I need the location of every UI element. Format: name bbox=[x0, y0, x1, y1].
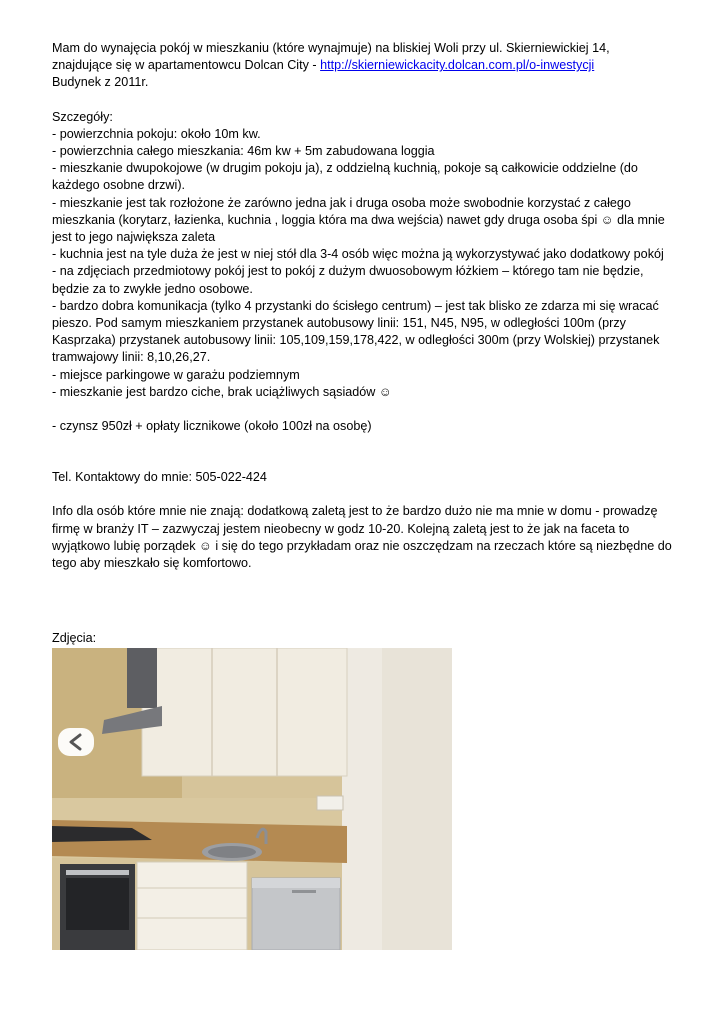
detail-item: - kuchnia jest na tyle duża że jest w niej stół dla 3-4 osób więc można ją wykorzystywać jako dodatkowy pokój bbox=[52, 247, 664, 262]
detail-item: - mieszkanie jest bardzo ciche, brak uciążliwych sąsiadów ☺ bbox=[52, 384, 392, 399]
detail-item: - mieszkanie dwupokojowe (w drugim pokoju ja), z oddzielną kuchnią, pokoje są całkowicie oddzielne (do każdego osobne drzwi). bbox=[52, 161, 638, 193]
investment-link[interactable]: http://skierniewickacity.dolcan.com.pl/o-inwestycji bbox=[320, 58, 595, 73]
detail-item: - bardzo dobra komunikacja (tylko 4 przystanki do ścisłego centrum) – jest tak blisko ze zdarza mi się wracać pieszo. Pod samym mieszkaniem przystanek autobusowy linii: 151, N45, N95, w odległości 100m (przy Kasprzaka) przystanek autobusowy linii: 105,109,159,178,422, w odległości 300m (przy Wolskiej) przystanek tramwajowy linii: 8,10,26,27. bbox=[52, 298, 660, 365]
photos-heading: Zdjęcia: bbox=[52, 631, 97, 646]
kitchen-photo bbox=[52, 648, 452, 950]
contact-line: Tel. Kontaktowy do mnie: 505-022-424 bbox=[52, 470, 267, 485]
intro-paragraph bbox=[52, 40, 672, 74]
detail-item: - mieszkanie jest tak rozłożone że zarówno jedna jak i druga osoba może swobodnie korzystać z całego mieszkania (korytarz, łazienka, kuchnia , loggia która ma dwa wejścia) nawet gdy druga osoba śpi ☺ dla mnie jest to jego największa zaleta bbox=[52, 195, 665, 245]
detail-item: - powierzchnia całego mieszkania: 46m kw + 5m zabudowana loggia bbox=[52, 144, 435, 159]
details-heading: Szczegóły: bbox=[52, 109, 113, 124]
info-paragraph: Info dla osób które mnie nie znają: dodatkową zaletą jest to że bardzo dużo nie ma mnie w domu - prowadzę firmę w branży IT – zazwyczaj jestem nieobecny w godz 10-20. Kolejną zaletą jest to że jak na faceta to wyjątkowo lubię porządek ☺ i się do tego przykładam oraz nie oszczędzam na rzeczach które są niezbędne do tego aby mieszkało się komfortowo. bbox=[52, 504, 672, 571]
intro-text: Mam do wynajęcia pokój w mieszkaniu (które wynajmuje) na bliskiej Woli przy ul. Skierniewickiej 14, znajdujące się w apartamentowcu Dolcan City - bbox=[52, 41, 610, 73]
chevron-left-icon[interactable] bbox=[58, 728, 94, 756]
detail-item: - powierzchnia pokoju: około 10m kw. bbox=[52, 126, 261, 141]
listing-text bbox=[52, 40, 672, 647]
price-line: - czynsz 950zł + opłaty licznikowe (około 100zł na osobę) bbox=[52, 419, 372, 434]
detail-item: - miejsce parkingowe w garażu podziemnym bbox=[52, 367, 300, 382]
detail-item: - na zdjęciach przedmiotowy pokój jest to pokój z dużym dwuosobowym łóżkiem – którego tam nie będzie, będzie za to zwykłe jedno osobowe. bbox=[52, 264, 644, 296]
kitchen-illustration bbox=[52, 648, 452, 950]
building-year: Budynek z 2011r. bbox=[52, 75, 149, 90]
